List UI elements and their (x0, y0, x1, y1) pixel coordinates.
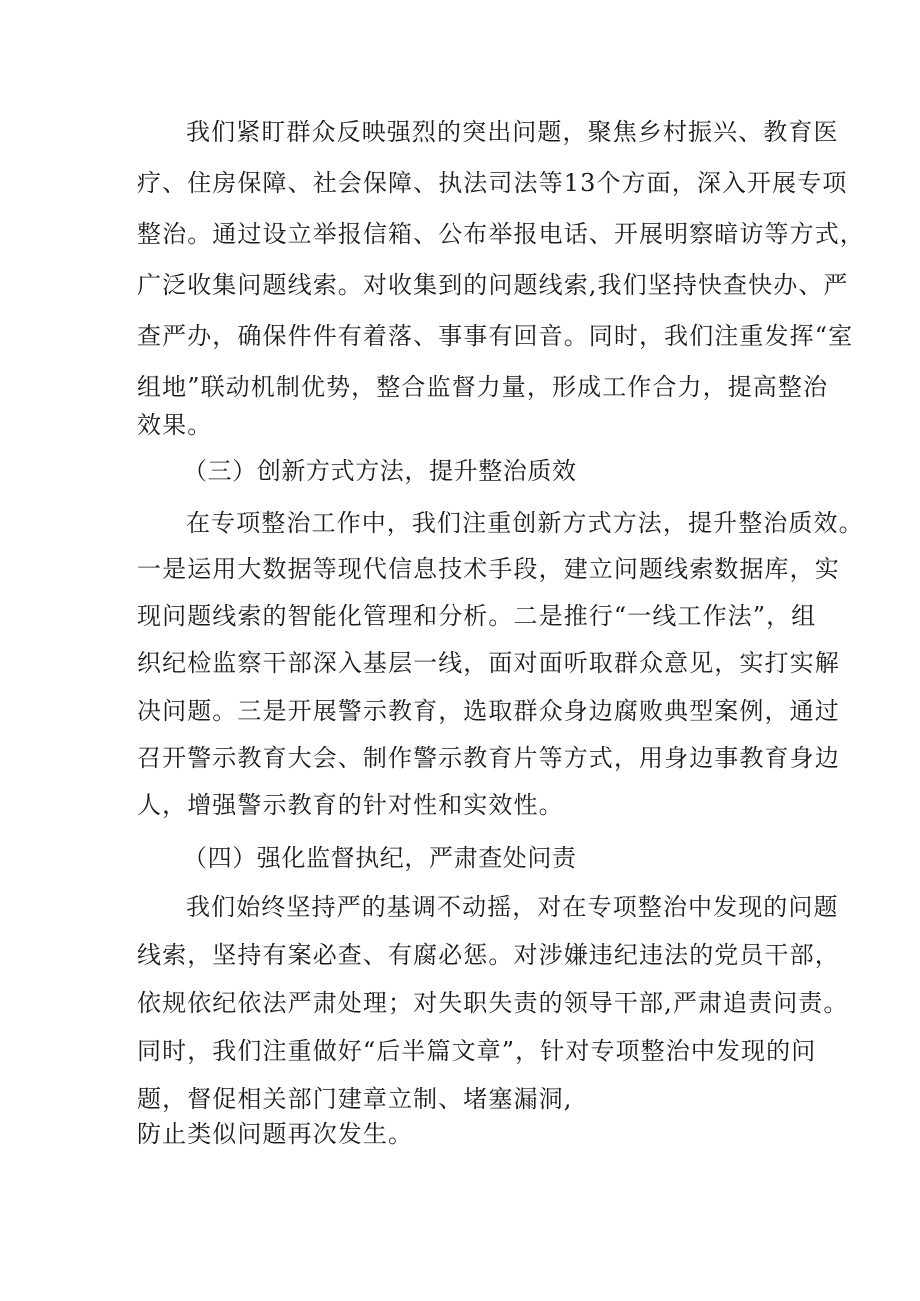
paragraph-line: 人，增强警示教育的针对性和实效性。 (137, 791, 564, 819)
paragraph-line: 在专项整治工作中，我们注重创新方式方法，提升整治质效。 (186, 509, 864, 537)
paragraph-line: 查严办，确保件件有着落、事事有回音。同时，我们注重发挥“室 (137, 322, 854, 350)
paragraph-line: 线索，坚持有案必查、有腐必惩。对涉嫌违纪违法的党员干部， (137, 941, 840, 969)
paragraph-line: 织纪检监察干部深入基层一线，面对面听取群众意见，实打实解 (137, 649, 840, 677)
paragraph-line: 效果。 (137, 411, 213, 439)
paragraph-line: 整治。通过设立举报信箱、公布举报电话、开展明察暗访等方式， (137, 220, 865, 248)
paragraph-line: 同时，我们注重做好“后半篇文章”，针对专项整治中发现的问 (137, 1037, 817, 1065)
paragraph-line: 一是运用大数据等现代信息技术手段，建立问题线索数据库，实 (137, 555, 840, 583)
paragraph-line: 我们紧盯群众反映强烈的突出问题，聚焦乡村振兴、教育医 (186, 118, 839, 146)
paragraph-line: 决问题。三是开展警示教育，选取群众身边腐败典型案例，通过 (137, 697, 840, 725)
paragraph-line: 广泛收集问题线索。对收集到的问题线索,我们坚持快查快办、严 (137, 271, 849, 299)
paragraph-line: 题，督促相关部门建章立制、堵塞漏洞, (137, 1085, 573, 1113)
section-heading-3: （三）创新方式方法，提升整治质效 (183, 457, 577, 485)
paragraph-line: 依规依纪依法严肃处理；对失职失责的领导干部,严肃追责问责。 (137, 989, 849, 1017)
paragraph-line: 召开警示教育大会、制作警示教育片等方式，用身边事教育身边 (137, 744, 840, 772)
paragraph-line: 疗、住房保障、社会保障、执法司法等13个方面，深入开展专项 (137, 169, 848, 197)
section-heading-4: （四）强化监督执纪，严肃查处问责 (183, 844, 577, 872)
paragraph-line: 组地”联动机制优势，整合监督力量，形成工作合力，提高整治 (137, 373, 829, 401)
paragraph-line: 我们始终坚持严的基调不动摇，对在专项整治中发现的问题 (186, 893, 839, 921)
paragraph-line: 现问题线索的智能化管理和分析。二是推行“一线工作法”，组 (137, 602, 817, 630)
paragraph-line: 防止类似问题再次发生。 (137, 1120, 414, 1148)
